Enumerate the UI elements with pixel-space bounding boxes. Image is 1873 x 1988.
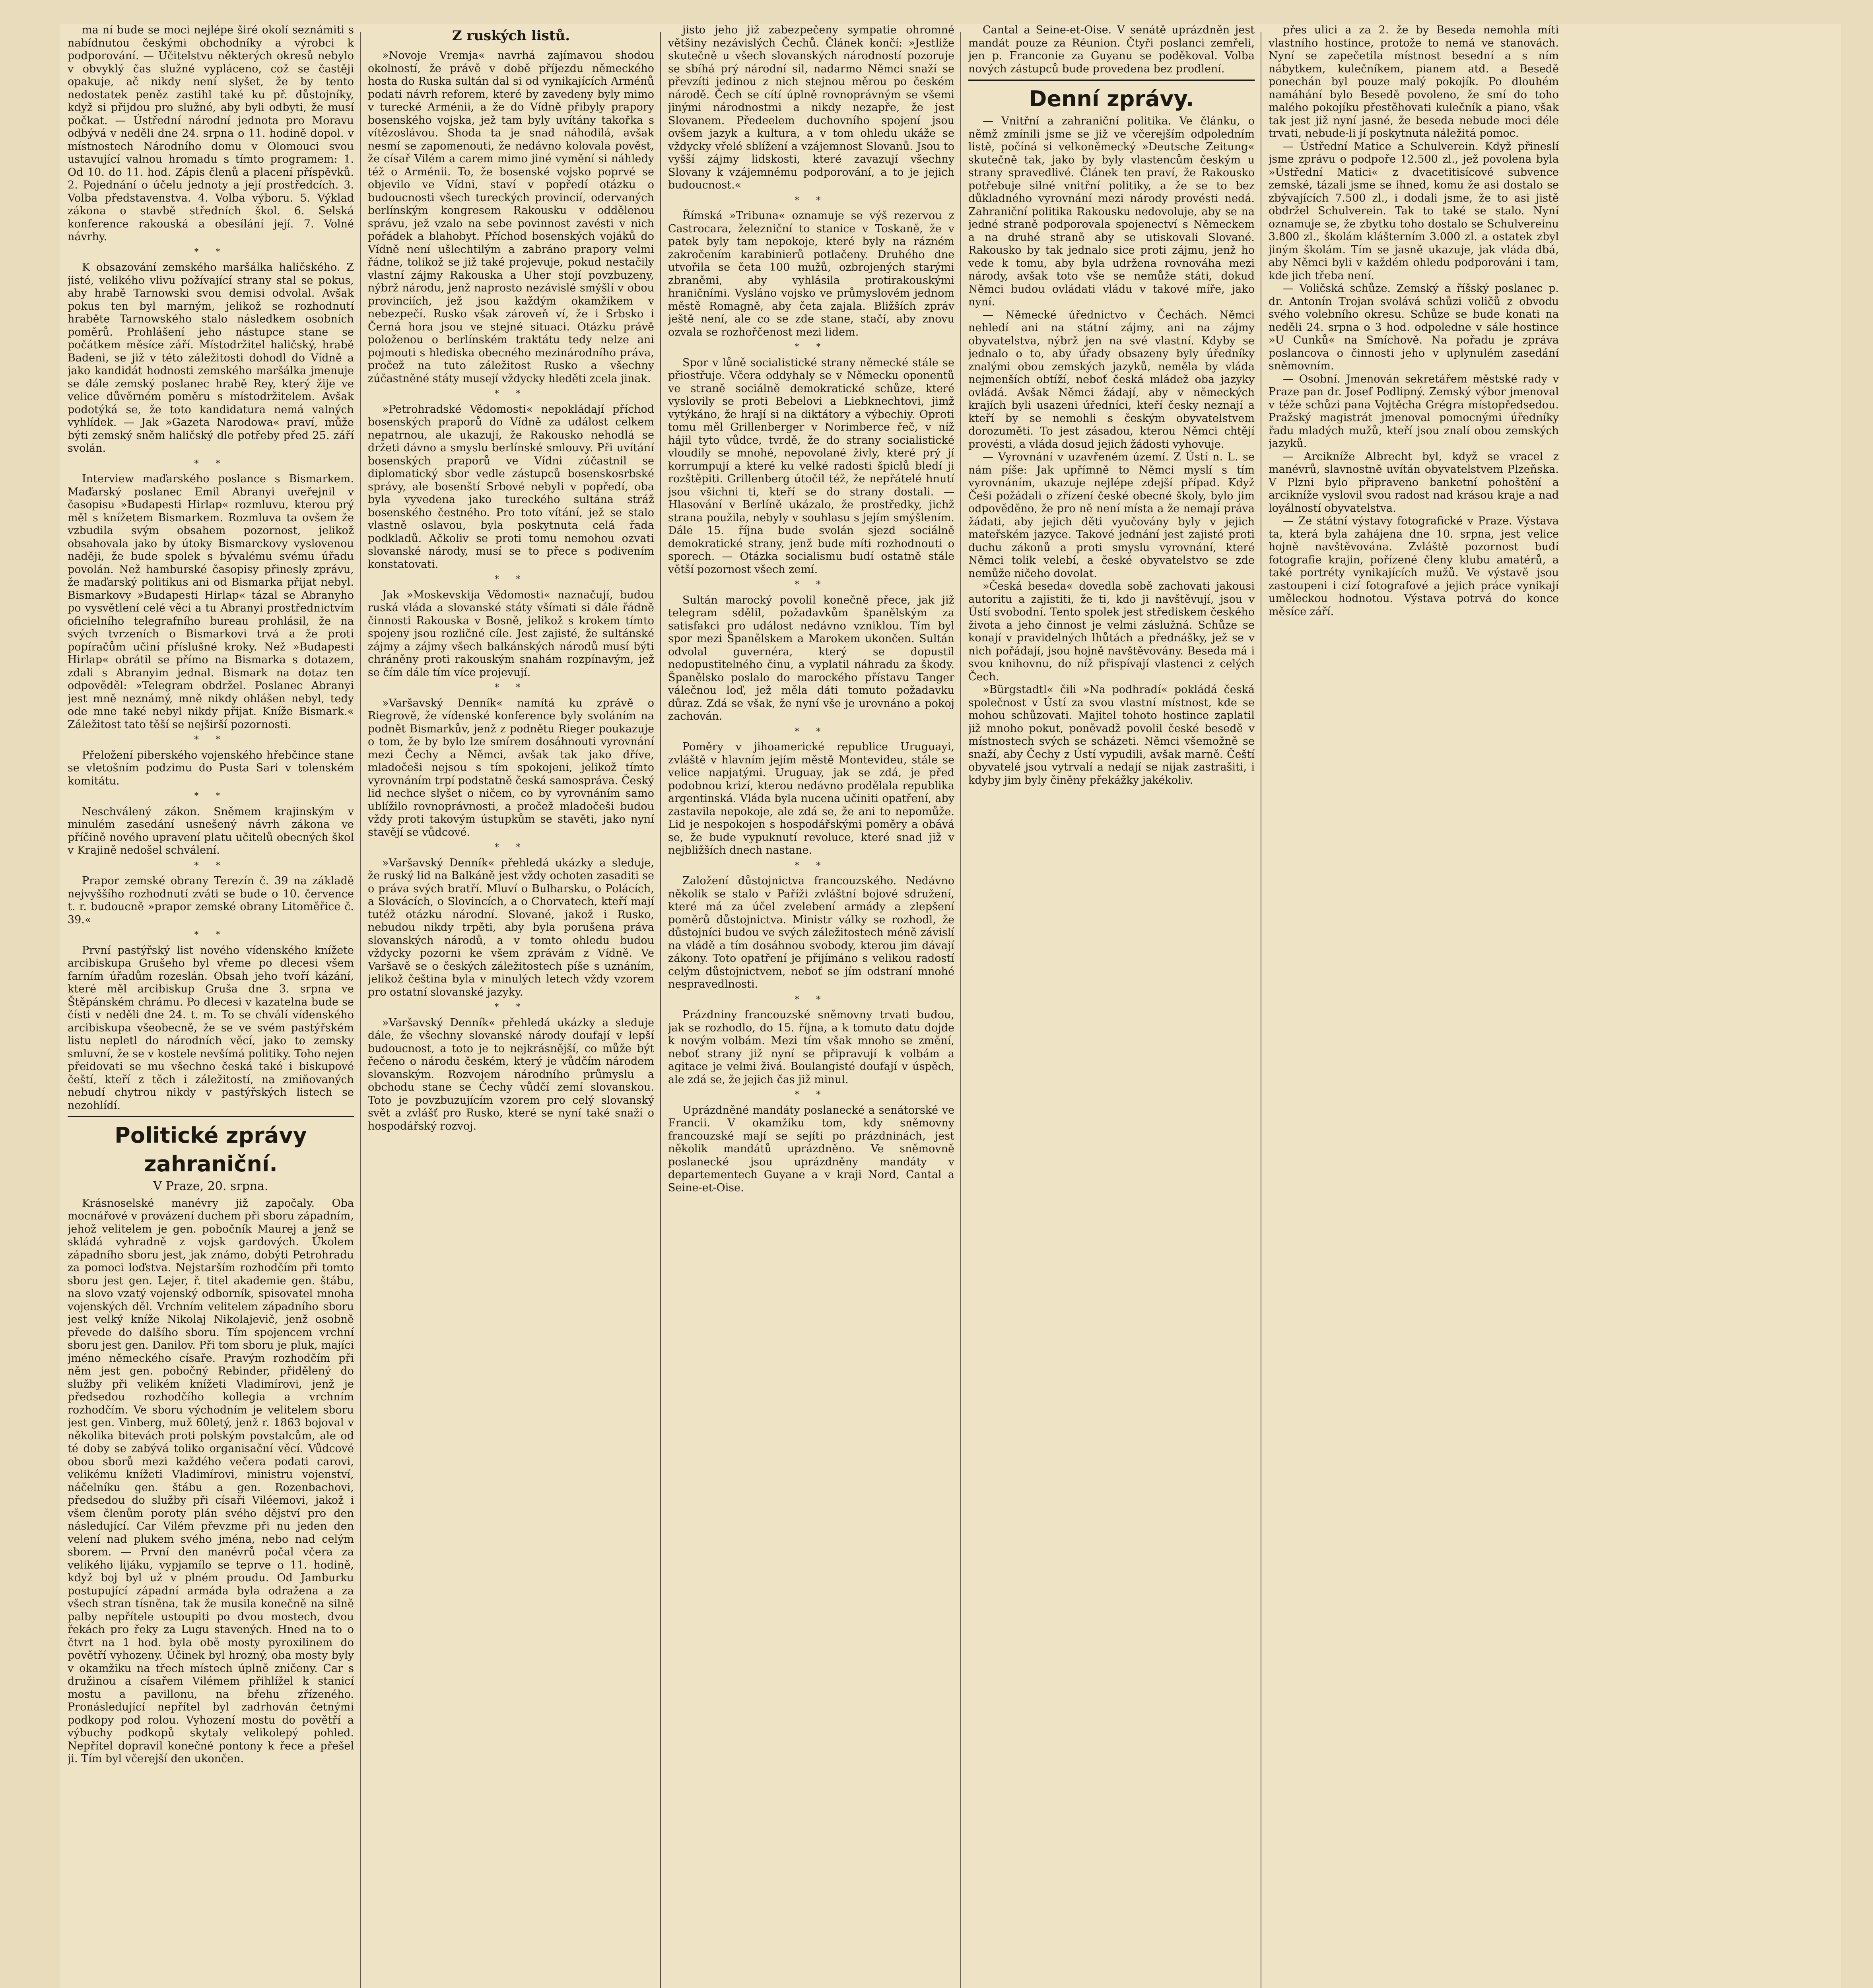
separator: * *: [494, 575, 528, 584]
paragraph: »Novoje Vremja« navrhá zajímavou shodou okolností, že právě v době příjezdu německého hosta do Ruska sultán dal si od vynikajících Arménů podati návrh reforem, které by zavedeny byly mimo v turecké Arménii, a že do Vídně přibyly prapory bosenského vojska, jež tam byly uvítány takořka s vítězoslávou. Shoda ta je snad náhodilá, avšak nesmí se zapomenouti, že nedávno kolovala pověst, že císař Vilém a carem mimo jiné vymění si náhledy též o Arménii. To, že bosenské vojsko poprvé se objevilo ve Vídni, staví v popředí otázku o budoucnosti všech tureckých provincií, odervaných berlínským kongresem Rakousku v oddělenou správu, jež vzalo na sebe povinnost zavésti v nich pořádek a blahobyt. Příchod bosenských vojáků do Vídně není ušlechtilým a zabráno prapory velmi řádne, tolikož se již také projevuje, pokud nestačily vlastní zájmy Rakouska a Uher stojí povzbuzeny, nýbrž národu, jenž naprosto nezávislé smýšlí v obou provinciích, jež jsou každým okamžikem v nebezpečí. Rusko však zároveň ví, že i Srbsko i Černá hora jsou ve stejné situaci. Otázku právě položenou o berlínském traktátu tedy nelze ani pojmouti s hlediska obecného mezinárodního práva, pročež na tuto záležitost Rusko a všechny zúčastněné státy musejí vždycky hleděti zcela jinak.: [368, 49, 654, 385]
paragraph: První pastýřský list nového vídenského knížete arcibiskupa Grušeho byl vřeme po dlecesi všem farním úřadům rozeslán. Obsah jeho tvoří kázání, které měl arcibiskup Gruša dne 3. srpna ve Štěpánském chrámu. Po dlecesi v kazatelna bude se čísti v neděli dne 24. t. m. To se chválí vídenského arcibiskupa všeobecně, že se ve svém pastýřském listu nepletl do národních věcí, jako to zemsky smluvní, že se v kostele nevšímá politiky. Toho nejen přeidovati se mu všechno česká také i biskupové čeští, kteří z těch i záležitostí, na zmiňovaných nebudí chytrou nikdy v pastýřských listech se nezohlídí.: [68, 944, 354, 1112]
paragraph: Jak »Moskevskija Vědomosti« naznačují, budou ruská vláda a slovanské státy všímati si dále řádně činnosti Rakouska v Bosně, jelikož s krokem tímto spojeny jsou rozličné cíle. Jest zajisté, že sultánské zájmy a zájmy všech balkánských národů musí býti chráněny proti rakouským snahám rozpínavým, jež se čím dále tím více projevují.: [368, 588, 654, 679]
column-rule: [360, 32, 361, 1988]
paragraph: Spor v lůně socialistické strany německé stále se přiostřuje. Včera oddyhaly se v Německu oponentů ve straně sociálně demokratické schůze, které vyslovily se proti Bebelovi a Liebknechtovi, jimž vytýkáno, že hrají si na diktátory a výbechiy. Oproti tomu měl Grillenberger v Norimberce řeč, v níž hájil tyto vůdce, tvrdě, že do strany socialistické vloudily se mnohé, nepovolané živly, které prý jí korrumpují a které ku velké radosti špiclů bledí ji rozštěpiti. Grillenberg útočil též, že nepřátelé hnutí jsou všichni ti, kteří se do strany dostali. — Hlasování v Berlíně ukázalo, že prostředky, jichž strana použila, nebyly v souhlasu s jejím smýšlením. Dále 15. října bude svolán sjezd sociálně demokratické strany, jenž bude míti rozhodnouti o sporech. — Otázka socialismu budí ostatně stále větší pozornost všech zemí.: [668, 356, 954, 576]
separator: * *: [795, 342, 828, 352]
section-title-news: Denní zprávy.: [968, 80, 1255, 113]
paragraph: Neschválený zákon. Sněmem krajinským v minulém zasedání usnešený návrh zákona ve příčině nového upravení platu učitelů obecných škol v Krajině nedošel schválení.: [68, 805, 354, 856]
paragraph: Cantal a Seine-et-Oise. V senátě uprázdněn jest mandát pouze za Réunion. Čtyři poslanci zemřeli, jen p. Franconie za Guyanu se poděkoval. Volba nových zástupců bude provedena bez prodlení.: [968, 24, 1255, 75]
column-rule: [960, 32, 961, 1988]
paragraph: jisto jeho již zabezpečeny sympatie ohromné většiny nezávislých Čechů. Článek končí: »Jestliže skutečně u všech slovanských národností pozoruje se sbíhá prý národní sil, nadarmo Němci snaží se převzíti jedinou z nich stejnou měrou po českém národě. Čech se cítí úplně rovnoprávným se všemi jinými národnostmi a nikdy nezapře, že jest Slovanem. Předeelem duchovního spojení jsou ovšem jazyk a kultura, a v tom ohledu ukáže se vždycky vřelé sblížení a vzájemnost Slovanů. Jsou to vyšší zájmy lidskosti, které zavazují všechny Slovany k vzájemnému podporování, a to je jejich budoucnost.«: [668, 24, 954, 191]
separator: * *: [795, 1090, 828, 1100]
paragraph: K obsazování zemského maršálka haličského. Z jisté, velikého vlivu požívající strany stal se pokus, aby hrabě Tarnowski svou demisi odvolal. Avšak pokus ten byl marným, jelikož se rozhodnutí hraběte Tarnowského stalo následkem osobních poměrů. Prohlášení jeho nástupce stane se počátkem měsíce září. Místodržitel haličský, hrabě Badeni, se již v této záležitosti dohodl do Vídně a jako kandidát hodnosti zemského maršálka jmenuje se dále zemský poslanec hrabě Rey, který žije ve velice důvěrném poměru s místodržitelem. Avšak podotýká se, že toto kandidatura nemá valných vyhlídek. — Jak »Gazeta Narodowa« praví, může býti zemský sněm haličský dle potřeby před 25. září svolán.: [68, 261, 354, 454]
separator: * *: [194, 735, 227, 745]
paragraph: Založení důstojnictva francouzského. Nedávno několik se stalo v Paříži zvláštní bojové sdružení, které má za účel zvelebení armády a zlepšení poměrů důstojnictva. Ministr války se rozhodl, že důstojníci budou ve svých záležitostech méně závislí na vládě a tím dosáhnou svobody, kterou jim dávají zákony. Toto opatření je přijímáno s velikou radostí celým důstojnictvem, neboť se jím odstraní mnohé nespravedlnosti.: [668, 875, 954, 990]
paragraph: Interview maďarského poslance s Bismarkem. Maďarský poslanec Emil Abranyi uveřejnil v časopisu »Budapesti Hirlap« rozmluvu, kterou prý měl s knížetem Bismarkem. Rozmluva ta ovšem že vzbudila svým obsahem pozornost, jelikož obsahovala jako by útoky Bismarckovy vyslovenou naději, že bude spolek s bývalému svému úřadu povolán. Než hamburské časopisy přinesly zprávu, že maďarský politikus ani od Bismarka přijat nebyl. Bismarkovy »Budapesti Hirlap« tázal se Abranyho po vysvětlení celé věci a tu Abranyi prostřednictvím oficielního telegrafního bureau prohlásil, že na svých tvrzeních o Bismarkovi trvá a že proti popíračům učiní příslušné kroky. Než »Budapesti Hirlap« obrátil se přímo na Bismarka s dotazem, zdali s Abranyim jednal. Bismark na dotaz ten odpověděl: »Telegram obdržel. Poslanec Abranyi jest mně neznámý, mně nikdy ohlášen nebyl, tedy ode mne také nebyl nikdy přijat. Kníže Bismark.« Záležitost tato těší se nejširší pozornosti.: [68, 473, 354, 731]
paragraph: »Varšavský Denník« přehledá ukázky a sleduje, že ruský lid na Balkáně jest vždy ochoten zasaditi se o práva svých bratří. Mluví o Bulharsku, o Polácích, a Slovácích, o Slovincích, a o Chorvatech, kteří mají tutéž otázku národní. Slované, jakož i Rusko, nebudou nikdy trpěti, aby byla porušena práva slovanských národů, a v tomto ohledu budou vždycky pozorni ke všem zprávám z Vídně. Ve Varšavě se o českých záležitostech píše s uznáním, jelikož čeština byla v minulých letech vždy vzorem pro ostatní slovanské jazyky.: [368, 856, 654, 998]
separator: * *: [494, 683, 528, 693]
separator: * *: [494, 1002, 528, 1012]
separator: * *: [194, 458, 227, 469]
separator: * *: [494, 843, 528, 852]
paragraph: — Voličská schůze. Zemský a říšský poslanec p. dr. Antonín Trojan svolává schůzi voličů z obvodu svého volebního okresu. Schůze se bude konati na neděli 24. srpna o 3 hod. odpoledne v sále hostince »U Cunků« na Smíchově. Na pořadu je zpráva poslancova o činnosti jeho v uplynulém zasedání sněmovním.: [1269, 282, 1559, 372]
paragraph: »Petrohradské Vědomosti« nepokládají příchod bosenských praporů do Vídně za událost celkem nepatrnou, ale ukazují, že Rakousko nehodlá se držeti dávno a smyslu berlínské smlouvy. Při uvítání bosenských praporů ve Vídni zúčastnil se diplomatický sbor vedle zástupců bosenskosrbské správy, ale bosenští Srbové nebyli v popředí, oba byla vyvedena jako tureckého sultána stráž bosenského čestného. Pro toto vítání, jež se stalo vlastně oslavou, byla poskytnuta celá řada podkladů. Ačkoliv se proti tomu nemohou ozvati slovanské národy, musí se to přece s podivením konstatovati.: [368, 403, 654, 571]
separator: * *: [494, 389, 528, 399]
separator: * *: [795, 994, 828, 1005]
paragraph: — Vnitřní a zahraniční politika. Ve článku, o němž zmínili jsme se již ve včerejším odpoledním listě, počíná si velkoněmecký »Deutsche Zeitung« skutečně tak, jako by byly vlastencům českým u strany spravedlivé. Článek ten praví, že Rakousko potřebuje silné vnitřní politiky, a že se to bez důkladného vyrovnání mezi národy provésti nedá. Zahraniční politika Rakousku nedovoluje, aby se na jedné straně podporovala spojenectví s Německem a na druhé straně aby se utiskovali Slované. Rakousko by tak jednalo sice proti zájmu, jenž ho vede k tomu, aby byla udržena rovnováha mezi národy, avšak toto vše se nemůže státi, dokud Němci budou ovládati vládu v takové míře, jako nyní.: [968, 115, 1255, 308]
paragraph: Přeložení piberského vojenského hřebčince stane se vletošním podzimu do Pusta Sari v tolenském komitátu.: [68, 749, 354, 787]
column-2: [368, 24, 654, 1988]
paragraph: — Vyrovnání v uzavřeném území. Z Ústí n. L. se nám píše: Jak upřímně to Němci myslí s tím vyrovnáním, ukazuje nejlépe zdejší případ. Když Češi požádali o zřízení české obecné školy, bylo jim odpověděno, že pro ně není místa a že nemají práva žádati, aby jejich děti vyučovány byly v jejich mateřském jazyce. Takové jednání jest zajisté proti duchu zákonů a proti smyslu vyrovnání, které Němci tolik velebí, a české obyvatelstvo se zde nemůže ničeho dovolat.: [968, 451, 1255, 580]
paragraph: — Ze státní výstavy fotografické v Praze. Výstava ta, která byla zahájena dne 10. srpna, jest velice hojně navštěvována. Zvláště pozornost budí fotografie krajin, pořízené členy klubu amatérů, a také portréty vynikajících mužů. Ve výstavě jsou zastoupeni i cizí fotografové a jejich práce vynikají uměleckou hodnotou. Výstava potrvá do konce měsíce září.: [1269, 515, 1559, 618]
paragraph: Prázdniny francouzské sněmovny trvati budou, jak se rozhodlo, do 15. října, a k tomuto datu dojde k novým volbám. Mezi tím však mnoho se změní, neboť strany již nyní se připravují k volbám a agitace je velmi živá. Boulangisté doufají v úspěch, ale zdá se, že jejich čas již minul.: [668, 1009, 954, 1086]
column-3: [668, 24, 954, 1988]
paragraph: »Varšavský Denník« přehledá ukázky a sleduje dále, že všechny slovanské národy doufají v lepší budoucnost, a toto je to nejkrásnější, co může být řečeno o národu českém, který je vůdčím národem slovanským. Rozvojem národního průmyslu a obchodu stane se Čechy vůdčí zemí slovanskou. Toto je povzbuzujícím vzorem pro celý slovanský svět a zvlášť pro Rusko, které se nyní také snaží o hospodářský rozvoj.: [368, 1016, 654, 1132]
paragraph: Prapor zemské obrany Terezín č. 39 na základě nejvyššího rozhodnutí zváti se bude o 10. července t. r. budoucně »prapor zemské obrany Litoměřice č. 39.«: [68, 875, 354, 926]
paragraph: Sultán marocký povolil konečně přece, jak již telegram sdělil, požadavkům španělským za satisfakci pro událost nedávno vzniklou. Tím byl spor mezi Španělskem a Marokem ukončen. Sultán odvolal guvernéra, který se dopustil nedopustitelného činu, a vyplatil náhradu za škody. Španělsko poslalo do marockého přístavu Tanger válečnou loď, jež měla dáti tomuto požadavku důraz. Zdá se však, že nyní vše je urovnáno a pokoj zachován.: [668, 594, 954, 722]
paragraph: přes ulici a za 2. že by Beseda nemohla míti vlastního hostince, protože to nemá ve stanovách. Nyní se zapečetila místnost besední a s ním nábytkem, kulečníkem, pianem atd. a Besedě ponechán byl pouze malý pokojík. Po dlouhém namáhání bylo Besedě povoleno, že smí do toho malého pokojíku přestěhovati kulečník a piano, však tak jest již nyní jasné, že beseda nebude moci déle trvati, nebude-li jí poskytnuta náležitá pomoc.: [1269, 24, 1559, 140]
paragraph: — Německé úřednictvo v Čechách. Němci nehledí ani na státní zájmy, ani na zájmy obyvatelstva, nýbrž jen na své vlastní. Kdyby se jednalo o to, aby úřady obsazeny byly úředníky znalými obou zemských jazyků, neměla by vláda nejmenších obtíží, neboť česká mládež oba jazyky ovládá. Avšak Němci žádají, aby v německých krajích byli usazeni úředníci, kteří česky neznají a kteří by se nemohli s českým obyvatelstvem dorozuměti. To jest zásadou, kterou Němci chtějí provésti, a vláda dosud jejich žádosti vyhovuje.: [968, 309, 1255, 450]
section-title-politics: Politické zprávy zahraniční.: [68, 1116, 354, 1178]
separator: * *: [194, 930, 227, 940]
separator: * *: [795, 195, 828, 206]
paragraph: »Česká beseda« dovedla sobě zachovati jakousi autoritu a zajistiti, že ti, kdo ji navštěvují, jsou v Ústí svobodní. Tento spolek jest střediskem českého života a jeho činnost je velmi záslužná. Schůze se konají v pravidelných lhůtách a přednášky, jež se v nich pořádají, jsou hojně navštěvovány. Beseda má i svou knihovnu, do níž přispívají vlastenci z celých Čech.: [968, 580, 1255, 683]
dateline: V Praze, 20. srpna.: [153, 1179, 268, 1193]
paragraph: Krásnoselské manévry již započaly. Oba mocnářové v provázení duchem při sboru západním, jehož velitelem je gen. pobočník Maurej a jenž se skládá vyhradně z vojsk gardových. Úkolem západního sboru jest, jak známo, dobýti Petrohradu za pomoci loďstva. Nejstarším rozhodčím při tomto sboru jest gen. Lejer, ř. titel akademie gen. štábu, na slovo vzatý vojenský odborník, spisovatel mnoha vojenských děl. Vrchním velitelem západního sboru jest velký kníže Nikolaj Nikolajevič, jenž osobně převede do dalšího sboru. Tím spojencem vrchní sboru jest gen. Danilov. Při tom sboru je pluk, majíci jméno německého císaře. Pravým rozhodčím při něm jest gen. pobočný Rebinder, přidělený do služby při velikém knížeti Vladimírovi, jenž je předsedou rozhodčího kollegia a vrchním rozhodčím. Ve sboru východním je velitelem sboru jest gen. Vinberg, muž 60letý, jenž r. 1863 bojoval v několika bitevách proti polským povstalcům, ale od té doby se zabývá toliko organisační věcí. Vůdcové obou sborů mezi každého večera podati carovi, velikému knížeti Vladimírovi, ministru vojenství, náčelníku gen. štábu a gen. Rozenbachovi, předsedou do služby při císaři Viléemovi, jakož i všem členům poroty plán svého dějství pro den následující. Car Vilém převzme při nu jeden den velení nad plukem svého jména, nebo nad celým sborem. — První den manévrů počal včera za velikého lijáku, vypjamílo se teprve o 11. hodině, když boj byl už v plném proudu. Od Jamburku postupující západní armáda byla odražena a za všech stran tísněna, tak že musila konečně na silně palby nepřítele ustoupiti po dvou mostech, dvou řekách pro řeky za Lugu stavených. Hned na to o čtvrt na 1 hod. byla obě mosty pyroxilinem do povětří vyhozeny. Účinek byl hrozný, oba mosty byly v okamžiku na třech místech úplně zničeny. Car s družinou a císařem Vilémem přihlížel k stanicí mostu a pavillonu, na břehu zřízeného. Pronásledující nepřítel byl zadrhován četnými podkopy pod rolou. Vyhození mostu do povětří a výbuchy podkopů skytaly velikolepý pohled. Nepřítel dopravil konečné pontony k řece a přešel ji. Tím byl včerejší den ukončen.: [68, 1197, 354, 1765]
separator: * *: [795, 580, 828, 590]
column-5: [1269, 24, 1559, 1988]
separator: * *: [795, 860, 828, 871]
paragraph: Poměry v jihoamerické republice Uruguayi, zvláště v hlavním jejím městě Montevideu, stále se velice napjatými. Uruguay, jak se zdá, je před podobnou krizí, kterou nedávno prodělala republika argentinská. Vláda byla nucena učiniti opatření, aby zastavila nepokoje, ale zdá se, že ani to nepomůže. Lid je nespokojen s hospodářskými poměry a obává se, že bude vypuknutí revoluce, které snad již v nejbližších dnech nastane.: [668, 741, 954, 856]
separator: * *: [194, 860, 227, 871]
paragraph: »Bürgstadtl« čili »Na podhradí« pokládá česká společnost v Ústí za svou vlastní místnost, kde se mohou schůzovati. Majitel tohoto hostince zaplatil již mnoho pokut, poněvadž povolil české besedě v místnostech svých se scházeti. Němci všemožně se snaží, aby Čechy z Ústí vypudili, avšak marně. Čeští obyvatelé jsou vytrvalí a nedají se nijak zastrašiti, i kdyby jim byly činěny překážky jakékoliv.: [968, 683, 1255, 786]
separator: * *: [194, 791, 227, 801]
paragraph: — Ústřední Matice a Schulverein. Když přineslí jsme zprávu o podpoře 12.500 zl., jež povolena byla »Ústřední Matici« z dvacetitisícové subvence zemské, tázali jsme se ihned, komu že asi dostalo se zbývajících 7.500 zl., i dodali jsme, že to asi jistě obdržel Schulverein. Tak to také se stalo. Nyní oznamuje se, že zbytku toho dostalo se Schulvereinu 3.800 zl., školám klášterním 3.000 zl. a ostatek zbyl jiným školám. Tím se jasně ukazuje, jak vláda dbá, aby Němci byli v každém ohledu podporováni i tam, kde jich třeba není.: [1269, 140, 1559, 282]
paragraph: Uprázdněné mandáty poslanecké a senátorské ve Francii. V okamžiku tom, kdy sněmovny francouzské mají se sejíti po prázdninách, jest několik mandátů uprázdněno. Ve sněmovně poslanecké jsou uprázdněny mandáty v departementech Guyane a v kraji Nord, Cantal a Seine-et-Oise.: [668, 1104, 954, 1194]
column-rule: [660, 32, 661, 1988]
column-4: [968, 24, 1255, 1988]
newspaper-page: [60, 24, 1841, 1988]
section-title-russian: Z ruských listů.: [452, 28, 570, 44]
paragraph: — Osobní. Jmenován sekretářem městské rady v Praze pan dr. Josef Podlipný. Zemský výbor jmenoval v téže schůzi pana Vojtěcha Grégra místopředsedou. Pražský magistrát jmenoval pomocnými úředníky řadu mladých mužů, kteří jsou znalí obou zemských jazyků.: [1269, 373, 1559, 450]
paragraph: ma ní bude se moci nejlépe širé okolí seznámiti s nabídnutou českými obchodníky a výrobci k podporování. — Učitelstvu některých okresů nebylo v obvyklý čas služné vypláceno, což se častěji opakuje, ač nikdy není slyšet, že by tento nedostatek peněz zastihl také ku př. důstojníky, když si přijdou pro služné, aby byli odbyti, že musí počkat. — Ústřední národní jednota pro Moravu odbývá v neděli dne 24. srpna o 11. hodině dopol. v místnostech Národního domu v Olomouci svou ustavující valnou hromadu s tímto programem: 1. Od 10. do 11. hod. Zápis členů a placení příspěvků. 2. Pojednání o účelu jednoty a její prostředcích. 3. Volba představenstva. 4. Volba výboru. 5. Výklad zákona o stavbě středních škol. 6. Selská konference rakouská a obesílání její. 7. Volné návrhy.: [68, 24, 354, 243]
paragraph: Římská »Tribuna« oznamuje se výš rezervou z Castrocara, železniční to stanice v Toskaně, že v patek byly tam nepokoje, které byly na rázném zakročením karabinierů potlačeny. Druhého dne utvořila se četa 100 mužů, ozbrojených starými zbraněmi, aby vyhlásila protirakouskými hraničními. Vysláno vojsko ve průmyslovém jednom městě Romagně, aby četa zajala. Bližších zpráv ještě není, ale co se zde stane, stačí, aby znovu ozvala se rozhořčenost mezi lidem.: [668, 210, 954, 338]
column-1: [68, 24, 354, 1988]
separator: * *: [795, 726, 828, 737]
separator: * *: [194, 247, 227, 257]
paragraph: — Arcikníže Albrecht byl, když se vracel z manévrů, slavnostně uvítán obyvatelstvem Plzeňska. V Plzni bylo připraveno banketní pohoštění a arcikníže vyslovil svou radost nad krásou kraje a nad loyálností obyvatelstva.: [1269, 450, 1559, 514]
paragraph: »Varšavský Denník« namítá ku zprávě o Riegrově, že vídenské konference byly svoláním na podnět Bismarkův, jenž z podnětu Rieger poukazuje o tom, že by bylo lze smírem dosáhnouti vyrovnání mezi Čechy a Němci, avšak tak jako dříve, mladočeši nejsou s tím spokojeni, jelikož tímto vyrovnáním trpí podstatně česká samospráva. Český lid nechce slyšet o ničem, co by vyrovnáním samo ublížilo rovnoprávnosti, a pročež mladočeši budou vždy proti takovým ústupkům se stavěti, jako nyní stavějí se vůdcové.: [368, 697, 654, 839]
